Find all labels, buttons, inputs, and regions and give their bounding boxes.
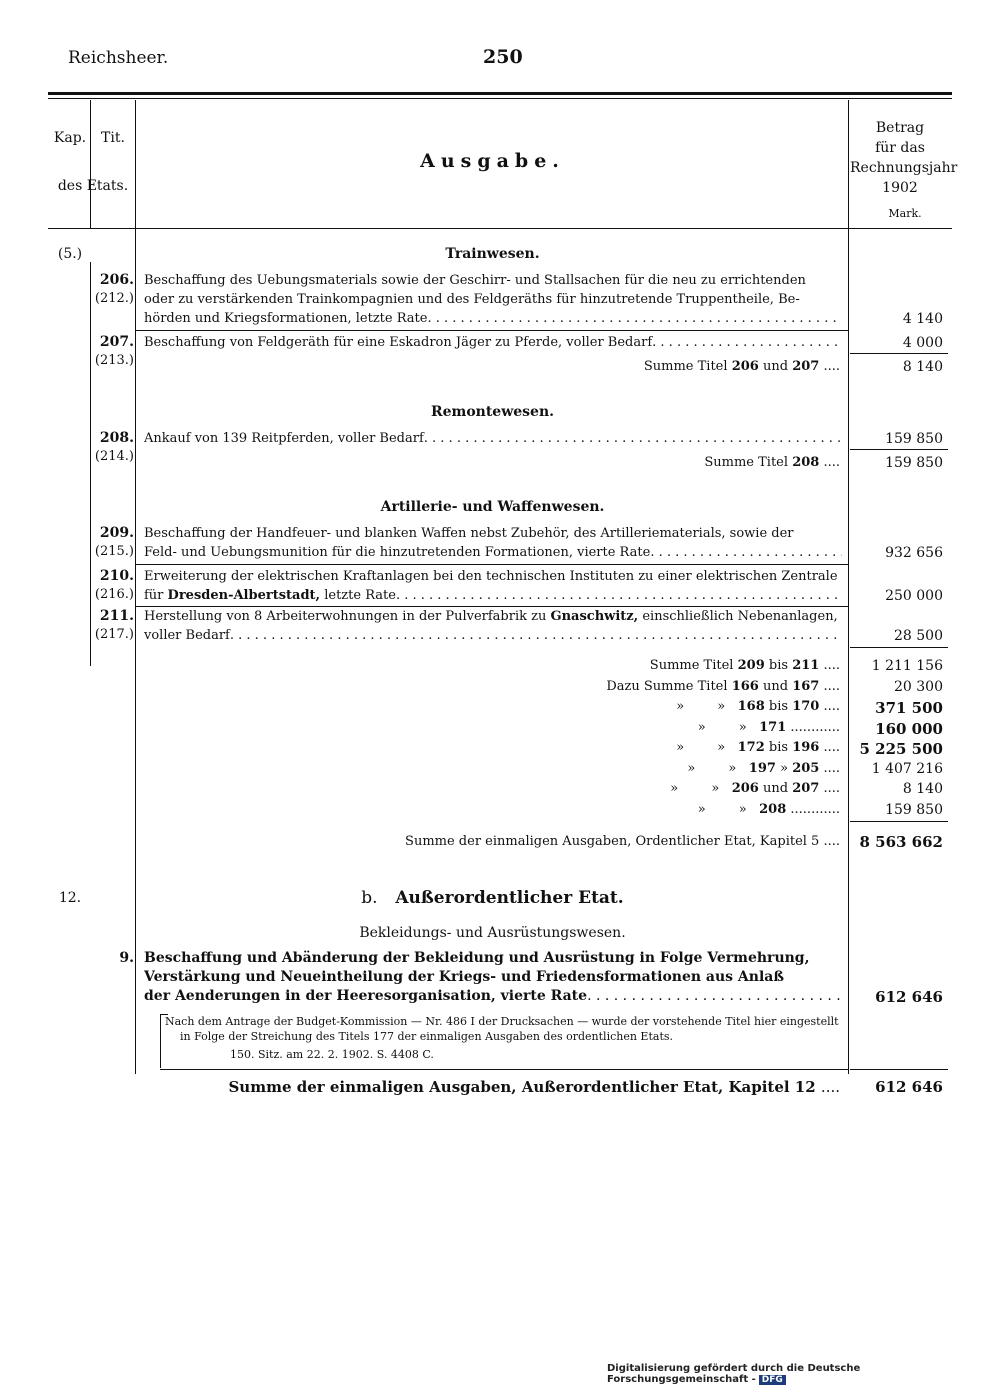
section-artillerie: Artillerie- und Waffenwesen.: [380, 499, 605, 515]
summe-kapitel-5: Summe der einmaligen Ausgaben, Ordentlicher Etat, Kapitel 5 ....: [405, 834, 840, 849]
header-unit: Mark.: [888, 207, 922, 220]
sum-label: Summe Titel: [649, 658, 734, 673]
sum-connector: und: [762, 781, 789, 796]
titel-206-text: Beschaffung des Uebungsmaterials sowie der Geschirr- und Stallsachen für die neu zu errichtenden: [144, 273, 806, 288]
header-betrag-line: Betrag: [875, 120, 925, 136]
sum-dots: ............: [790, 802, 840, 817]
sum-to: 211: [792, 658, 820, 673]
summe-206-207: [144, 359, 840, 374]
ditto-mark: »: [670, 781, 679, 796]
sum-from: 166: [731, 679, 759, 694]
titel-209-text: [144, 545, 842, 560]
amount-sum-206-207-repeat: 8 140: [902, 781, 943, 797]
column-divider: [135, 100, 136, 1074]
amount-9: 612 646: [875, 988, 943, 1006]
sum-dots: ....: [823, 699, 840, 714]
place-dresden-albertstadt: Dresden-Albertstadt,: [167, 588, 321, 603]
summe-171: [144, 720, 840, 735]
ditto-mark: »: [717, 699, 726, 714]
summe-168-170: [144, 699, 840, 714]
titel-211-text: [144, 609, 842, 624]
amount-211: 28 500: [894, 628, 943, 644]
header-kap: Kap.: [53, 130, 87, 146]
titel-207: 207.: [99, 334, 134, 350]
ditto-mark: »: [717, 740, 726, 755]
sum-to: 207: [792, 359, 820, 374]
sum-to: 167: [792, 679, 820, 694]
ditto-mark: »: [697, 720, 706, 735]
amount-sum-208: 159 850: [885, 455, 943, 471]
sum-from: 209: [737, 658, 765, 673]
titel-208-text: [144, 431, 842, 446]
dfg-logo: DFG: [759, 1375, 786, 1385]
row-rule: [160, 1069, 848, 1070]
sum-connector: bis: [768, 740, 789, 755]
amount-sum-172-196: 5 225 500: [859, 740, 943, 758]
column-divider: [848, 100, 849, 1074]
header-tit: Tit.: [101, 130, 125, 146]
row-rule: [135, 330, 848, 331]
header-bottom-rule: [48, 228, 952, 229]
titel-207-text-content: Beschaffung von Feldgeräth für eine Eskadron Jäger zu Pferde, voller Bedarf: [144, 335, 653, 350]
header-betrag-line: Rechnungsjahr: [850, 160, 958, 176]
ditto-mark: »: [738, 802, 747, 817]
sum-from: 206: [731, 781, 759, 796]
amount-sum-171: 160 000: [875, 720, 943, 738]
sum-label: Summe der einmaligen Ausgaben, Außerordentlicher Etat, Kapitel 12: [228, 1078, 816, 1096]
row-rule: [135, 564, 848, 565]
titel-209: 209.: [99, 525, 134, 541]
header-betrag-line: 1902: [882, 180, 918, 196]
titel-206: 206.: [99, 272, 134, 288]
top-rule-thin: [48, 98, 952, 99]
sum-label: Dazu Summe Titel: [606, 679, 728, 694]
amount-sum-206-207: 8 140: [902, 359, 943, 375]
amount-209: 932 656: [885, 545, 943, 561]
amount-sum-166-167: 20 300: [894, 679, 943, 695]
sum-label: Summe Titel: [643, 359, 728, 374]
subsection-bekleidung: Bekleidungs- und Ausrüstungswesen.: [359, 925, 626, 941]
ditto-mark: »: [687, 761, 696, 776]
sum-label: Summe Titel: [704, 455, 789, 470]
amount-rule: [850, 353, 948, 354]
sum-from: 168: [737, 699, 765, 714]
note-line: Nach dem Antrage der Budget-Kommission — Nr. 486 I der Drucksachen — wurde der vorstehende Titel hier eingestellt: [165, 1015, 839, 1028]
amount-206: 4 140: [902, 311, 943, 327]
section-ausserordentlich: [140, 888, 845, 908]
titel-209-old: (215.): [94, 544, 134, 559]
summe-208: [144, 455, 840, 470]
amount-rule: [850, 1069, 948, 1070]
titel-211-text-part: einschließlich Nebenanlagen,: [642, 609, 838, 624]
amount-sum-197-205: 1 407 216: [871, 761, 943, 777]
amount-210: 250 000: [885, 588, 943, 604]
sum-to: 207: [792, 781, 820, 796]
place-gnaschwitz: Gnaschwitz,: [550, 609, 639, 624]
amount-sum-168-170: 371 500: [875, 699, 943, 717]
footer-credit: [607, 1363, 1000, 1385]
section-remontewesen: Remontewesen.: [430, 404, 555, 420]
sum-dots: ....: [823, 781, 840, 796]
summe-kapitel-12: [144, 1078, 840, 1096]
header-betrag-line: für das: [875, 140, 925, 156]
note-line: in Folge der Streichung des Titels 177 der einmaligen Ausgaben des ordentlichen Etats.: [180, 1030, 674, 1043]
sum-from: 208: [792, 455, 820, 470]
ditto-mark: »: [676, 740, 685, 755]
summe-197-205: [144, 761, 840, 776]
sum-from: 171: [759, 720, 787, 735]
titel-208-old: (214.): [94, 449, 134, 464]
titel-9-text: [144, 988, 842, 1004]
titel-210-text: [144, 588, 842, 603]
titel-206-text: oder zu verstärkenden Trainkompagnien und des Feldgeräths für hinzutretende Truppentheile, Be-: [144, 292, 800, 307]
header-betrag: [850, 118, 958, 198]
sum-dots: ....: [823, 679, 840, 694]
titel-9: 9.: [119, 950, 134, 966]
amount-rule: [850, 647, 948, 648]
sum-dots: ....: [823, 740, 840, 755]
titel-210-text: Erweiterung der elektrischen Kraftanlagen bei den technischen Instituten zu einer elektrischen Zentrale: [144, 569, 838, 584]
sum-from: 206: [731, 359, 759, 374]
titel-208: 208.: [99, 430, 134, 446]
ditto-mark: »: [738, 720, 747, 735]
page-title: Ausgabe.: [420, 150, 565, 172]
header-des-etats: des Etats.: [57, 178, 129, 194]
titel-208-text-content: Ankauf von 139 Reitpferden, voller Bedarf: [144, 431, 424, 446]
ditto-mark: »: [711, 781, 720, 796]
kapitel-12: 12.: [58, 890, 82, 906]
sum-from: 197: [748, 761, 776, 776]
titel-209-text: Beschaffung der Handfeuer- und blanken Waffen nebst Zubehör, des Artilleriematerials, sowie der: [144, 526, 794, 541]
kapitel-5: (5.): [57, 246, 83, 262]
amount-sum-209-211: 1 211 156: [871, 658, 943, 674]
titel-210-text-part: letzte Rate: [324, 588, 396, 603]
sum-dots: ....: [823, 359, 840, 374]
summe-209-211: [144, 658, 840, 673]
sum-connector: bis: [768, 699, 789, 714]
titel-211-old: (217.): [94, 627, 134, 642]
titel-206-text: [144, 311, 842, 326]
summe-206-207-repeat: [144, 781, 840, 796]
titel-206-text-end: hörden und Kriegsformationen, letzte Rate: [144, 311, 428, 326]
heading-text: Außerordentlicher Etat.: [395, 888, 624, 908]
ditto-mark: »: [728, 761, 737, 776]
titel-9-text: Verstärkung und Neueintheilung der Kriegs- und Friedensformationen aus Anlaß: [144, 969, 784, 985]
amount-sum-208-repeat: 159 850: [885, 802, 943, 818]
column-divider: [90, 100, 91, 228]
row-rule: [135, 606, 848, 607]
sum-to: 170: [792, 699, 820, 714]
sum-from: 172: [737, 740, 765, 755]
titel-9-text-end: der Aenderungen in der Heeresorganisation, vierte Rate: [144, 988, 588, 1004]
titel-209-text-end: Feld- und Uebungsmunition für die hinzutretenden Formationen, vierte Rate: [144, 545, 651, 560]
amount-total-kapitel-5: 8 563 662: [859, 833, 943, 851]
footer-text: Digitalisierung gefördert durch die Deutsche Forschungsgemeinschaft -: [607, 1363, 861, 1385]
column-divider: [90, 262, 91, 666]
titel-207-old: (213.): [94, 353, 134, 368]
amount-rule: [850, 449, 948, 450]
sum-to: 205: [792, 761, 820, 776]
titel-211: 211.: [99, 608, 134, 624]
sum-from: 208: [759, 802, 787, 817]
titel-9-text: Beschaffung und Abänderung der Bekleidung und Ausrüstung in Folge Vermehrung,: [144, 950, 810, 966]
sum-dots: ....: [823, 761, 840, 776]
titel-211-text-part: Herstellung von 8 Arbeiterwohnungen in der Pulverfabrik zu: [144, 609, 547, 624]
ditto-mark: »: [676, 699, 685, 714]
section-trainwesen: Trainwesen.: [445, 246, 540, 262]
titel-210-text-part: für: [144, 588, 164, 603]
titel-210: 210.: [99, 568, 134, 584]
amount-208: 159 850: [885, 431, 943, 447]
amount-total-kapitel-12: 612 646: [875, 1078, 943, 1096]
sum-dots: ............: [790, 720, 840, 735]
titel-211-text: [144, 628, 842, 643]
running-head: Reichsheer.: [68, 48, 169, 68]
summe-208-repeat: [144, 802, 840, 817]
titel-207-text: [144, 335, 842, 350]
heading-prefix: b.: [361, 888, 378, 908]
note-line: 150. Sitz. am 22. 2. 1902. S. 4408 C.: [230, 1048, 434, 1061]
titel-210-old: (216.): [94, 587, 134, 602]
sum-dots: ....: [820, 1078, 840, 1096]
amount-207: 4 000: [902, 335, 943, 351]
sum-dots: ....: [823, 455, 840, 470]
top-rule: [48, 92, 952, 95]
sum-connector: und: [762, 359, 789, 374]
amount-rule: [850, 821, 948, 822]
titel-211-text-end: voller Bedarf: [144, 628, 230, 643]
sum-connector: »: [780, 761, 789, 776]
summe-172-196: [144, 740, 840, 755]
sum-to: 196: [792, 740, 820, 755]
page-number: 250: [483, 46, 523, 68]
sum-dots: ....: [823, 658, 840, 673]
ditto-mark: »: [697, 802, 706, 817]
note-bracket: [160, 1014, 161, 1068]
summe-166-167: [144, 679, 840, 694]
titel-206-old: (212.): [94, 291, 134, 306]
sum-connector: bis: [768, 658, 789, 673]
sum-connector: und: [762, 679, 789, 694]
